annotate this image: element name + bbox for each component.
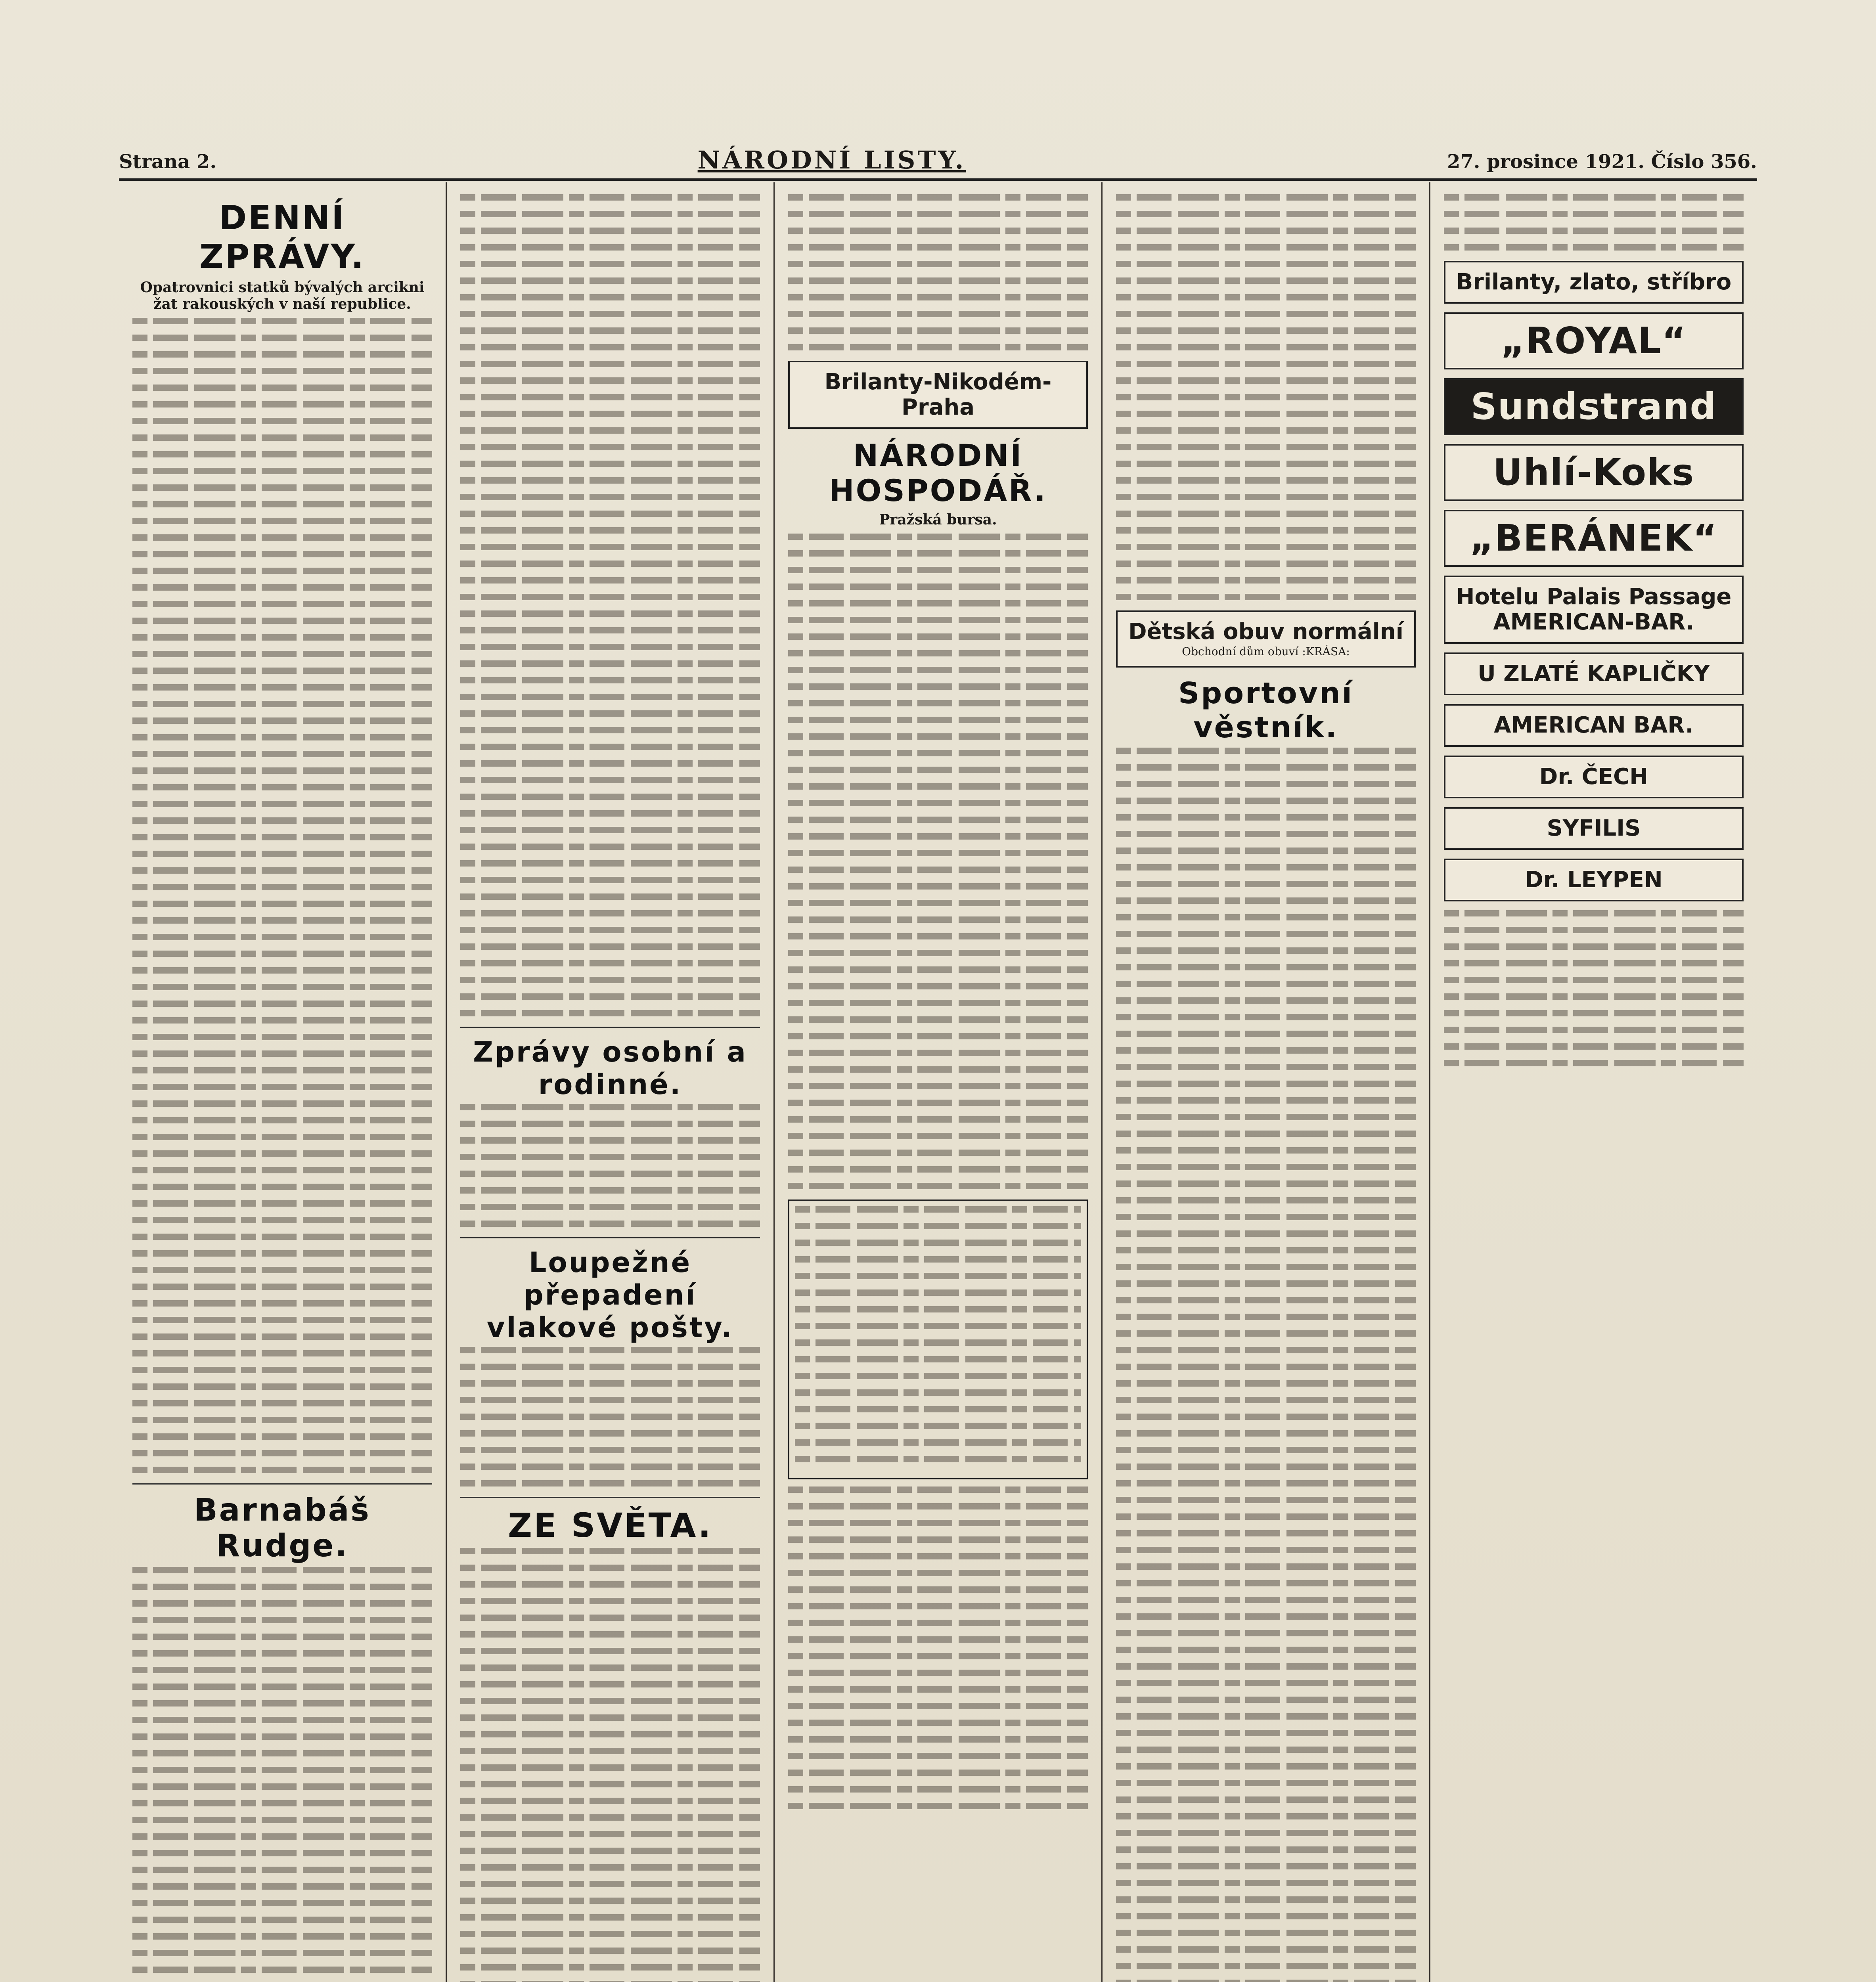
column-3 xyxy=(775,182,1103,1982)
serial-story-title: Barnabáš Rudge. xyxy=(194,1492,371,1564)
section-title-economy: NÁRODNÍ HOSPODÁŘ. xyxy=(829,438,1047,508)
ad-u-zlate-kaplicky: U ZLATÉ KAPLIČKY xyxy=(1444,652,1744,695)
ad-brilanty-nikodem: Brilanty-Nikodém-Praha xyxy=(788,361,1088,429)
section-title-sport: Sportovní věstník. xyxy=(1178,676,1354,744)
section-title-personal: Zprávy osobní a rodinné. xyxy=(473,1036,747,1101)
column-5-ads xyxy=(1430,182,1757,1982)
page-number: Strana 2. xyxy=(119,151,217,173)
column-4 xyxy=(1103,182,1430,1982)
ad-palais-passage: Hotelu Palais Passage AMERICAN-BAR. xyxy=(1444,576,1744,644)
ad-sundstrand: Sundstrand xyxy=(1444,378,1744,435)
ad-syfilis: SYFILIS xyxy=(1444,807,1744,850)
newspaper-title: NÁRODNÍ LISTY. xyxy=(697,145,966,174)
ad-american-bar: AMERICAN BAR. xyxy=(1444,704,1744,747)
columns xyxy=(119,182,1757,1982)
currency-table xyxy=(788,1200,1088,1479)
column-1 xyxy=(119,182,447,1982)
article-body-lines xyxy=(132,318,432,1982)
column-2 xyxy=(447,182,775,1982)
ad-brilanty-zlato: Brilanty, zlato, stříbro xyxy=(1444,261,1744,304)
ad-childrens-shoes: Dětská obuv normální Obchodní dům obuví :KRÁSA: xyxy=(1116,610,1416,668)
article-headline: Opatrovnici statků bývalých arcikni žat rakouských v naší republice. xyxy=(140,279,425,312)
masthead xyxy=(119,127,1757,181)
section-title-world: ZE SVĚTA. xyxy=(508,1506,712,1545)
section-sub-bourse: Pražská bursa. xyxy=(879,511,997,528)
ad-beranek: „BERÁNEK“ xyxy=(1444,510,1744,567)
section-title-news: DENNÍ ZPRÁVY. xyxy=(199,198,366,276)
ad-royal: „ROYAL“ xyxy=(1444,312,1744,369)
ad-dr-cech: Dr. ČECH xyxy=(1444,756,1744,798)
ad-dr-leypen: Dr. LEYPEN xyxy=(1444,859,1744,901)
ad-uhli-koks: Uhlí-Koks xyxy=(1444,444,1744,501)
issue-date: 27. prosince 1921. Číslo 356. xyxy=(1447,151,1757,173)
section-title-robbery: Loupežné přepadení vlakové pošty. xyxy=(486,1246,734,1344)
